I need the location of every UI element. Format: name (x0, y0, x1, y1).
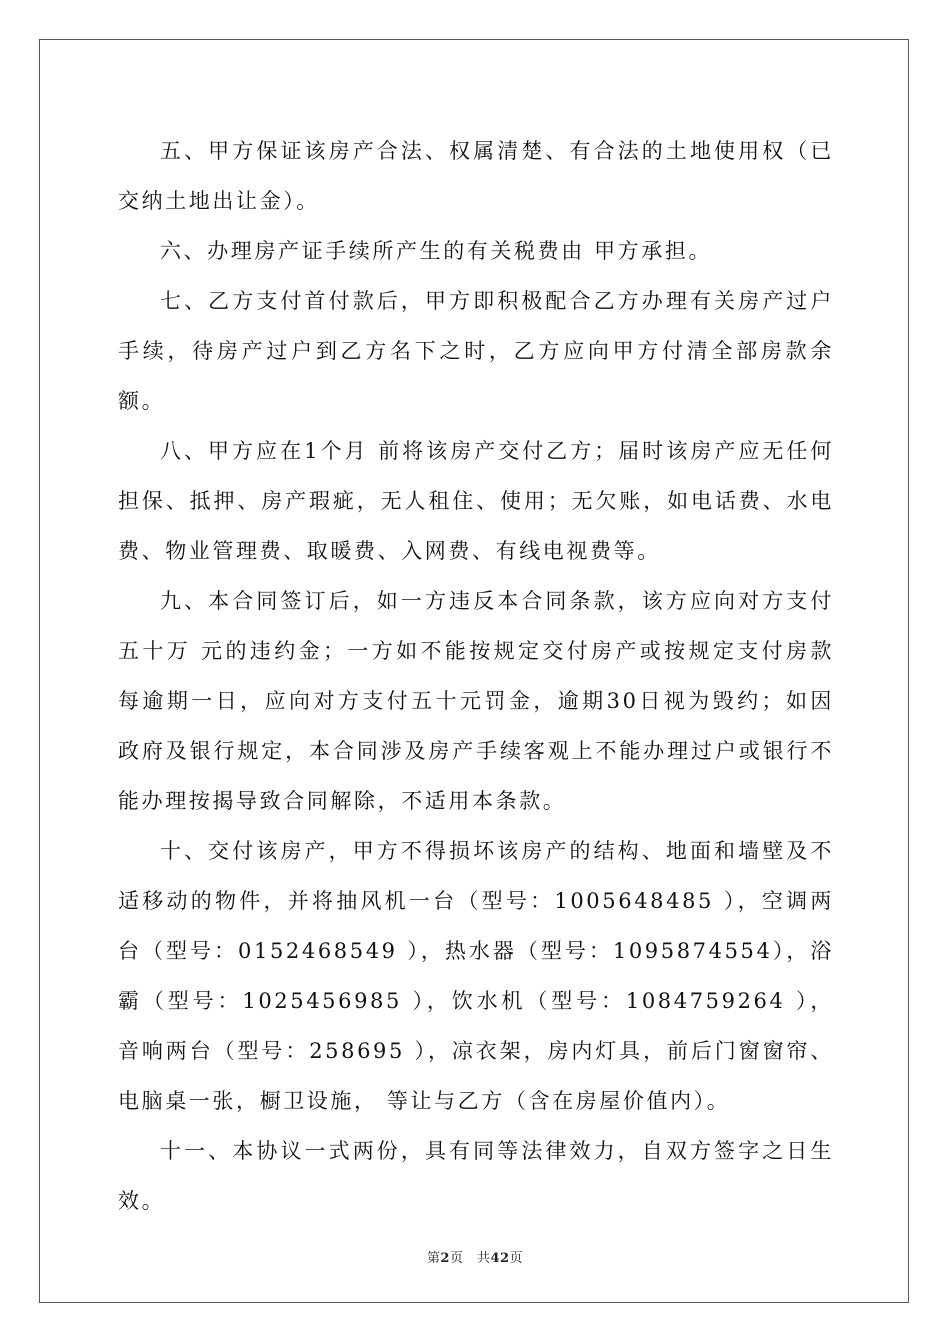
footer-prefix: 第 (426, 1251, 441, 1266)
clause-5: 五、甲方保证该房产合法、权属清楚、有合法的土地使用权（已交纳土地出让金）。 (118, 139, 834, 213)
current-page-number: 2 (440, 1251, 450, 1266)
page-footer (0, 1247, 950, 1266)
clause-9: 九、本合同签订后，如一方违反本合同条款，该方应向对方支付五十万 元的违约金；一方如不能按规定交付房产或按规定支付房款每逾期一日，应向对方支付五十元罚金，逾期30日视为毁约；如因政府及银行规定，本合同涉及房产手续客观上不能办理过户或银行不能办理按揭导致合同解除，不适用本条款。 (118, 589, 834, 813)
clause-8: 八、甲方应在1个月 前将该房产交付乙方；届时该房产应无任何担保、抵押、房产瑕疵，无人租住、使用；无欠账，如电话费、水电费、物业管理费、取暖费、入网费、有线电视费等。 (118, 439, 834, 563)
footer-middle: 页 共 (449, 1251, 491, 1266)
clause-7: 七、乙方支付首付款后，甲方即积极配合乙方办理有关房产过户手续，待房产过户到乙方名下之时，乙方应向甲方付清全部房款余额。 (118, 289, 834, 413)
clause-10: 十、交付该房产，甲方不得损坏该房产的结构、地面和墙壁及不适移动的物件，并将抽风机一台（型号：1005648485 ），空调两台（型号：0152468549 ），热水器（型号：1095874554），浴霸（型号：1025456985 ），饮水机（型号：1084759264 ），音响两台（型号：258695 ），凉衣架，房内灯具，前后门窗窗帘、电脑桌一张，橱卫设施， 等让与乙方（含在房屋价值内）。 (118, 839, 834, 1113)
document-body (118, 126, 834, 1226)
total-pages-number: 42 (490, 1251, 510, 1266)
footer-suffix: 页 (509, 1251, 524, 1266)
clause-11: 十一、本协议一式两份，具有同等法律效力，自双方签字之日生效。 (118, 1139, 834, 1213)
clause-6: 六、办理房产证手续所产生的有关税费由 甲方承担。 (160, 239, 713, 263)
